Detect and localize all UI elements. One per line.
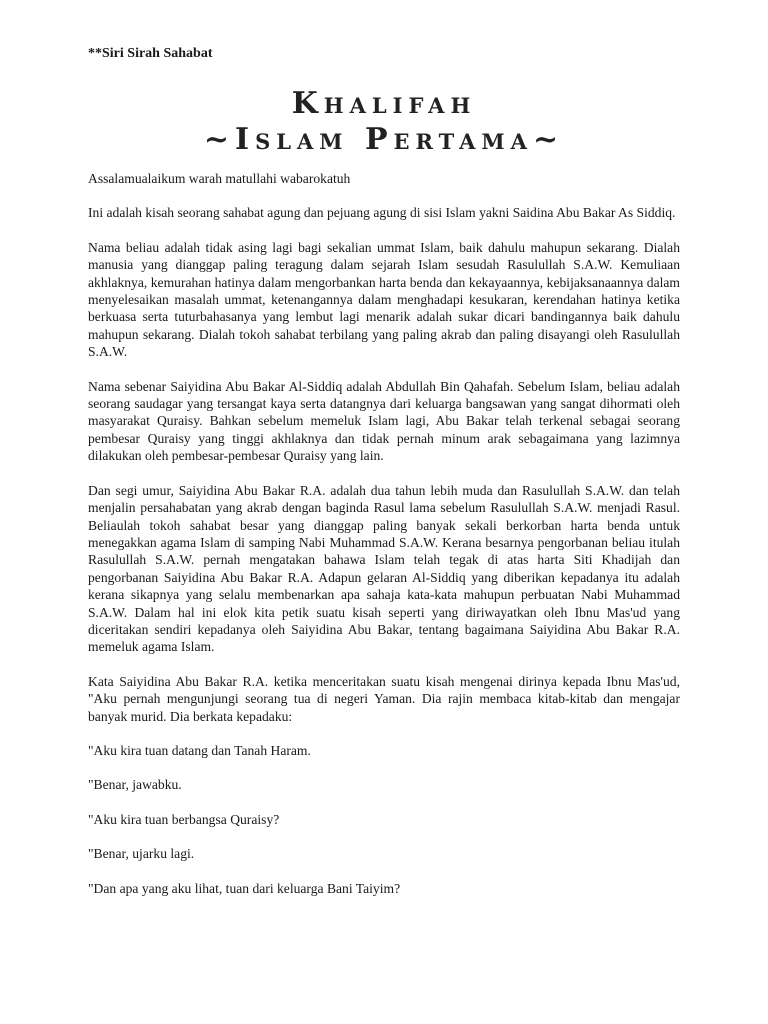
title-line-1: Khalifah	[291, 86, 477, 121]
body-paragraph: Nama beliau adalah tidak asing lagi bagi sekalian ummat Islam, baik dahulu mahupun sekarang. Dialah manusia yang dianggap paling teragung dalam sejarah Islam sesudah Rasulullah S.A.W. Kemuliaan akhlaknya, kemurahan hatinya dalam mengorbankan harta benda dan kekayaannya, kebijaksanaannya dalam menyelesaikan masalah ummat, ketenangannya dalam menghadapi kesukaran, kerendahan hatinya ketika berkuasa serta tuturbahasanya yang lembut lagi menarik adalah sukar dicari bandingannya baik dahulu mahupun sekarang. Dialah tokoh sahabat terbilang yang paling akrab dan paling disayangi oleh Rasulullah S.A.W.	[88, 239, 680, 360]
body-paragraph: Dan segi umur, Saiyidina Abu Bakar R.A. adalah dua tahun lebih muda dan Rasulullah S.A.W. dan telah menjalin persahabatan yang akrab dengan baginda Rasul lama sebelum Rasulullah S.A.W. menjadi Rasul. Beliaulah tokoh sahabat besar yang dianggap paling banyak sekali berkorban harta benda untuk menegakkan agama Islam di samping Nabi Muhammad S.A.W. Kerana besarnya pengorbanan beliau itulah Rasulullah S.A.W. pernah mengatakan bahawa Islam telah tegak di atas harta Siti Khadijah dan pengorbanan Saiyidina Abu Bakar R.A. Adapun gelaran Al-Siddiq yang diberikan kepadanya itu adalah kerana sikapnya yang selalu membenarkan apa sahaja kata-kata mahupun perbuatan Nabi Muhammad S.A.W. Dalam hal ini elok kita petik suatu kisah seperti yang diriwayatkan oleh Ibnu Mas'ud yang diceritakan sendiri kepadanya oleh Saiyidina Abu Bakar, tentang bagaimana Saiyidina Abu Bakar R.A. memeluk agama Islam.	[88, 482, 680, 655]
dialogue-line: "Benar, jawabku.	[88, 777, 182, 793]
dialogue-line: "Aku kira tuan datang dan Tanah Haram.	[88, 742, 311, 758]
intro-paragraph: Ini adalah kisah seorang sahabat agung dan pejuang agung di sisi Islam yakni Saidina Abu Bakar As Siddiq.	[88, 205, 676, 221]
dialogue-line: "Aku kira tuan berbangsa Quraisy?	[88, 811, 280, 827]
dialogue-line: "Dan apa yang aku lihat, tuan dari keluarga Bani Taiyim?	[88, 880, 401, 896]
body-paragraph: Nama sebenar Saiyidina Abu Bakar Al-Siddiq adalah Abdullah Bin Qahafah. Sebelum Islam, beliau adalah seorang saudagar yang tersangat kaya serta datangnya dari keluarga bangsawan yang sangat dihormati oleh masyarakat Quraisy. Bahkan sebelum memeluk Islam lagi, Abu Bakar telah terkenal sebagai seorang pembesar Quraisy yang tinggi akhlaknya dan tidak pernah minum arak sebagaimana yang lazimnya dilakukan oleh pembesar-pembesar Quraisy yang lain.	[88, 378, 680, 464]
greeting-paragraph: Assalamualaikum warah matullahi wabarokatuh	[88, 171, 351, 186]
dialogue-line: "Benar, ujarku lagi.	[88, 846, 195, 862]
body-paragraph: Kata Saiyidina Abu Bakar R.A. ketika menceritakan suatu kisah mengenai dirinya kepada Ibnu Mas'ud, "Aku pernah mengunjungi seorang tua di negeri Yaman. Dia rajin membaca kitab-kitab dan mengajar banyak murid. Dia berkata kepadaku:	[88, 673, 680, 724]
series-label: **Siri Sirah Sahabat	[88, 46, 213, 61]
document-body	[88, 170, 680, 914]
title-line-2: ~Islam Pertama~	[203, 122, 565, 157]
